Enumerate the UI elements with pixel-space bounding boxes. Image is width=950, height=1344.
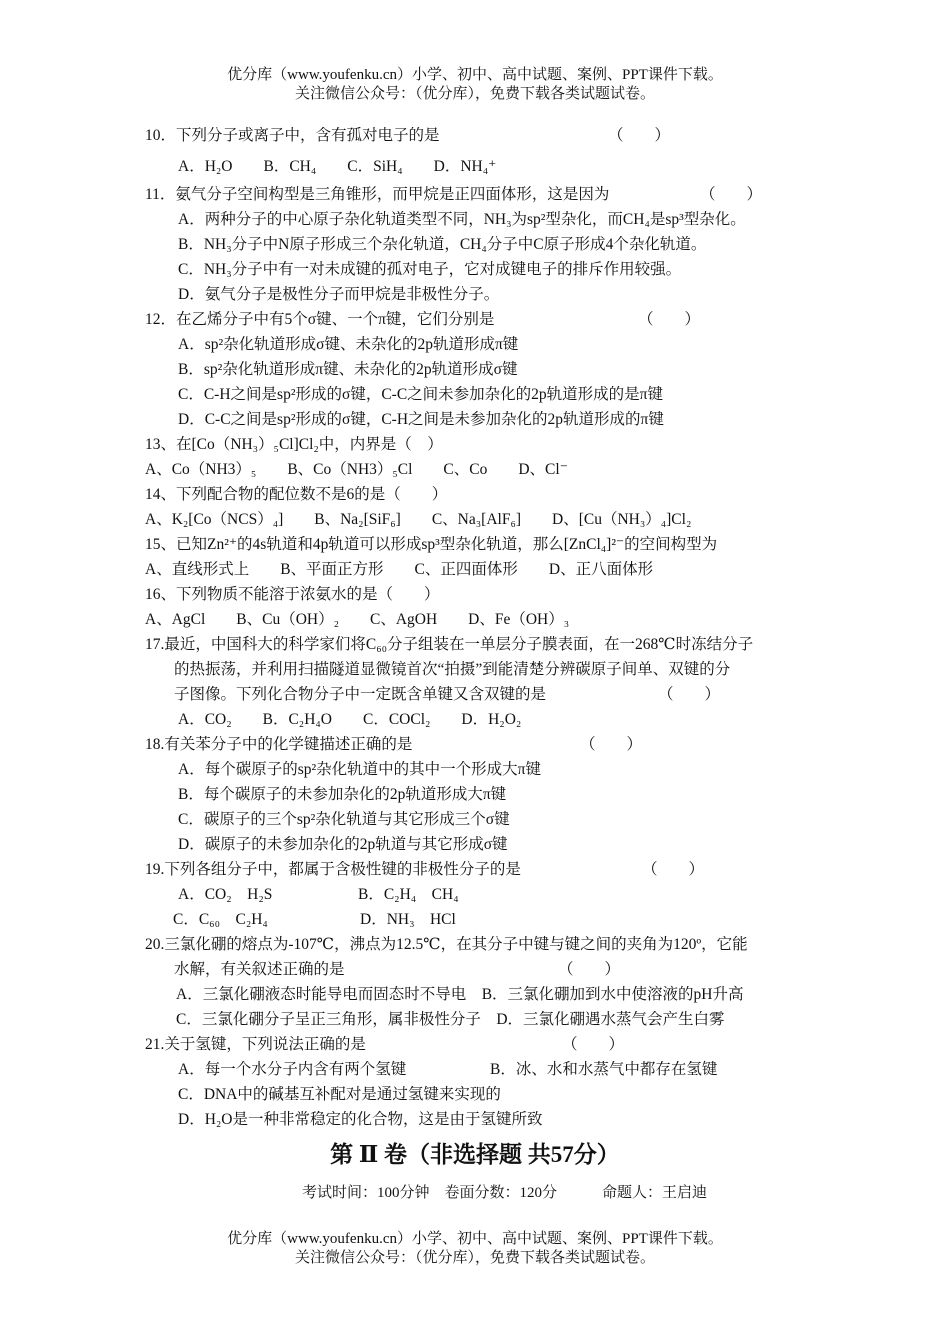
- question-10-answer-blank: （ ）: [608, 127, 671, 144]
- question-19-stem: 19.下列各组分子中，都属于含极性键的非极性分子的是: [145, 861, 521, 878]
- question-17-stem-line-2: 的热振荡，并利用扫描隧道显微镜首次“拍摄”到能清楚分辨碳原子间单、双键的分: [174, 661, 731, 678]
- question-20-stem-line-2: 水解，有关叙述正确的是: [174, 961, 345, 978]
- question-17-options: A．CO₂ B．C₂H₄O C．COCl₂ D．H₂O₂: [178, 711, 522, 728]
- section-title: 第 Ⅱ 卷（非选择题 共57分）: [330, 1142, 620, 1167]
- question-13-options: A、Co（NH3）₅ B、Co（NH3）₅Cl C、Co D、Cl⁻: [145, 461, 568, 478]
- question-21-stem: 21.关于氢键，下列说法正确的是: [145, 1036, 366, 1053]
- question-16-stem: 16、下列物质不能溶于浓氨水的是（ ）: [145, 586, 440, 603]
- question-11-option-a: A．两种分子的中心原子杂化轨道类型不同，NH₃为sp²型杂化，而CH₄是sp³型杂化。: [178, 211, 746, 228]
- question-18-answer-blank: （ ）: [580, 736, 643, 753]
- footer-line-1: 优分库（www.youfenku.cn）小学、初中、高中试题、案例、PPT课件下载。: [227, 1231, 723, 1247]
- question-15-options: A、直线形式上 B、平面正方形 C、正四面体形 D、正八面体形: [145, 561, 654, 578]
- question-20-options-cd: C．三氯化硼分子呈正三角形，属非极性分子 D．三氯化硼遇水蒸气会产生白雾: [176, 1011, 725, 1028]
- exam-info: 考试时间：100分钟 卷面分数：120分 命题人：王启迪: [302, 1185, 708, 1201]
- question-19-answer-blank: （ ）: [642, 861, 705, 878]
- question-19-option-d: D．NH₃ HCl: [360, 911, 456, 928]
- question-19-option-a: A．CO₂ H₂S: [178, 886, 273, 903]
- question-19-option-b: B．C₂H₄ CH₄: [358, 886, 459, 903]
- question-10-options: A．H₂O B．CH₄ C．SiH₄ D．NH₄⁺: [178, 158, 497, 175]
- question-21-option-b: B．冰、水和水蒸气中都存在氢键: [490, 1061, 718, 1078]
- question-10-stem: 10．下列分子或离子中，含有孤对电子的是: [145, 127, 440, 144]
- question-11-option-b: B．NH₃分子中N原子形成三个杂化轨道，CH₄分子中C原子形成4个杂化轨道。: [178, 236, 707, 253]
- question-21-option-d: D．H₂O是一种非常稳定的化合物，这是由于氢键所致: [178, 1111, 543, 1128]
- question-18-option-b: B．每个碳原子的未参加杂化的2p轨道形成大π键: [178, 786, 507, 803]
- header-line-1: 优分库（www.youfenku.cn）小学、初中、高中试题、案例、PPT课件下载。: [227, 67, 723, 83]
- question-17-stem-line-1: 17.最近，中国科大的科学家们将C₆₀分子组装在一单层分子膜表面，在一268℃时冻结分子: [145, 636, 754, 653]
- question-17-answer-blank: （ ）: [658, 686, 721, 703]
- question-21-answer-blank: （ ）: [562, 1036, 625, 1053]
- question-12-stem: 12．在乙烯分子中有5个σ键、一个π键，它们分别是: [145, 311, 495, 328]
- question-16-options: A、AgCl B、Cu（OH）₂ C、AgOH D、Fe（OH）₃: [145, 611, 570, 628]
- question-21-option-c: C．DNA中的碱基互补配对是通过氢键来实现的: [178, 1086, 501, 1103]
- question-12-option-c: C．C-H之间是sp²形成的σ键，C-C之间未参加杂化的2p轨道形成的是π键: [178, 386, 663, 403]
- question-11-answer-blank: （ ）: [700, 186, 763, 203]
- question-18-option-d: D．碳原子的未参加杂化的2p轨道与其它形成σ键: [178, 836, 508, 853]
- question-18-option-a: A．每个碳原子的sp²杂化轨道中的其中一个形成大π键: [178, 761, 541, 778]
- question-19-option-c: C．C₆₀ C₂H₄: [173, 911, 268, 928]
- header-line-2: 关注微信公众号：（优分库），免费下载各类试题试卷。: [294, 86, 655, 102]
- footer-line-2: 关注微信公众号：（优分库），免费下载各类试题试卷。: [294, 1250, 655, 1266]
- question-14-options: A、K₂[Co（NCS）₄] B、Na₂[SiF₆] C、Na₃[AlF₆] D、[Cu（NH₃）₄]Cl₂: [145, 511, 692, 528]
- question-21-option-a: A．每一个水分子内含有两个氢键: [178, 1061, 407, 1078]
- question-13-stem: 13、在[Co（NH₃）₅Cl]Cl₂中，内界是（ ）: [145, 436, 443, 453]
- question-20-answer-blank: （ ）: [558, 961, 621, 978]
- question-12-option-a: A．sp²杂化轨道形成σ键、未杂化的2p轨道形成π键: [178, 336, 519, 353]
- question-12-option-d: D．C-C之间是sp²形成的σ键，C-H之间是未参加杂化的2p轨道形成的π键: [178, 411, 664, 428]
- question-11-option-d: D．氨气分子是极性分子而甲烷是非极性分子。: [178, 286, 500, 303]
- question-15-stem: 15、已知Zn²⁺的4s轨道和4p轨道可以形成sp³型杂化轨道，那么[ZnCl₄]²⁻的空间构型为: [145, 536, 718, 553]
- question-11-option-c: C．NH₃分子中有一对未成键的孤对电子，它对成键电子的排斥作用较强。: [178, 261, 682, 278]
- question-14-stem: 14、下列配合物的配位数不是6的是（ ）: [145, 486, 448, 503]
- question-12-option-b: B．sp²杂化轨道形成π键、未杂化的2p轨道形成σ键: [178, 361, 518, 378]
- question-20-stem-line-1: 20.三氯化硼的熔点为-107℃，沸点为12.5℃，在其分子中键与键之间的夹角为120º，它能: [145, 936, 748, 953]
- question-12-answer-blank: （ ）: [638, 311, 701, 328]
- question-18-stem: 18.有关苯分子中的化学键描述正确的是: [145, 736, 413, 753]
- question-17-stem-line-3: 子图像。下列化合物分子中一定既含单键又含双键的是: [174, 686, 547, 703]
- question-20-options-ab: A．三氯化硼液态时能导电而固态时不导电 B．三氯化硼加到水中使溶液的pH升高: [176, 986, 744, 1003]
- question-18-option-c: C．碳原子的三个sp²杂化轨道与其它形成三个σ键: [178, 811, 510, 828]
- question-11-stem: 11．氨气分子空间构型是三角锥形，而甲烷是正四面体形，这是因为: [145, 186, 610, 203]
